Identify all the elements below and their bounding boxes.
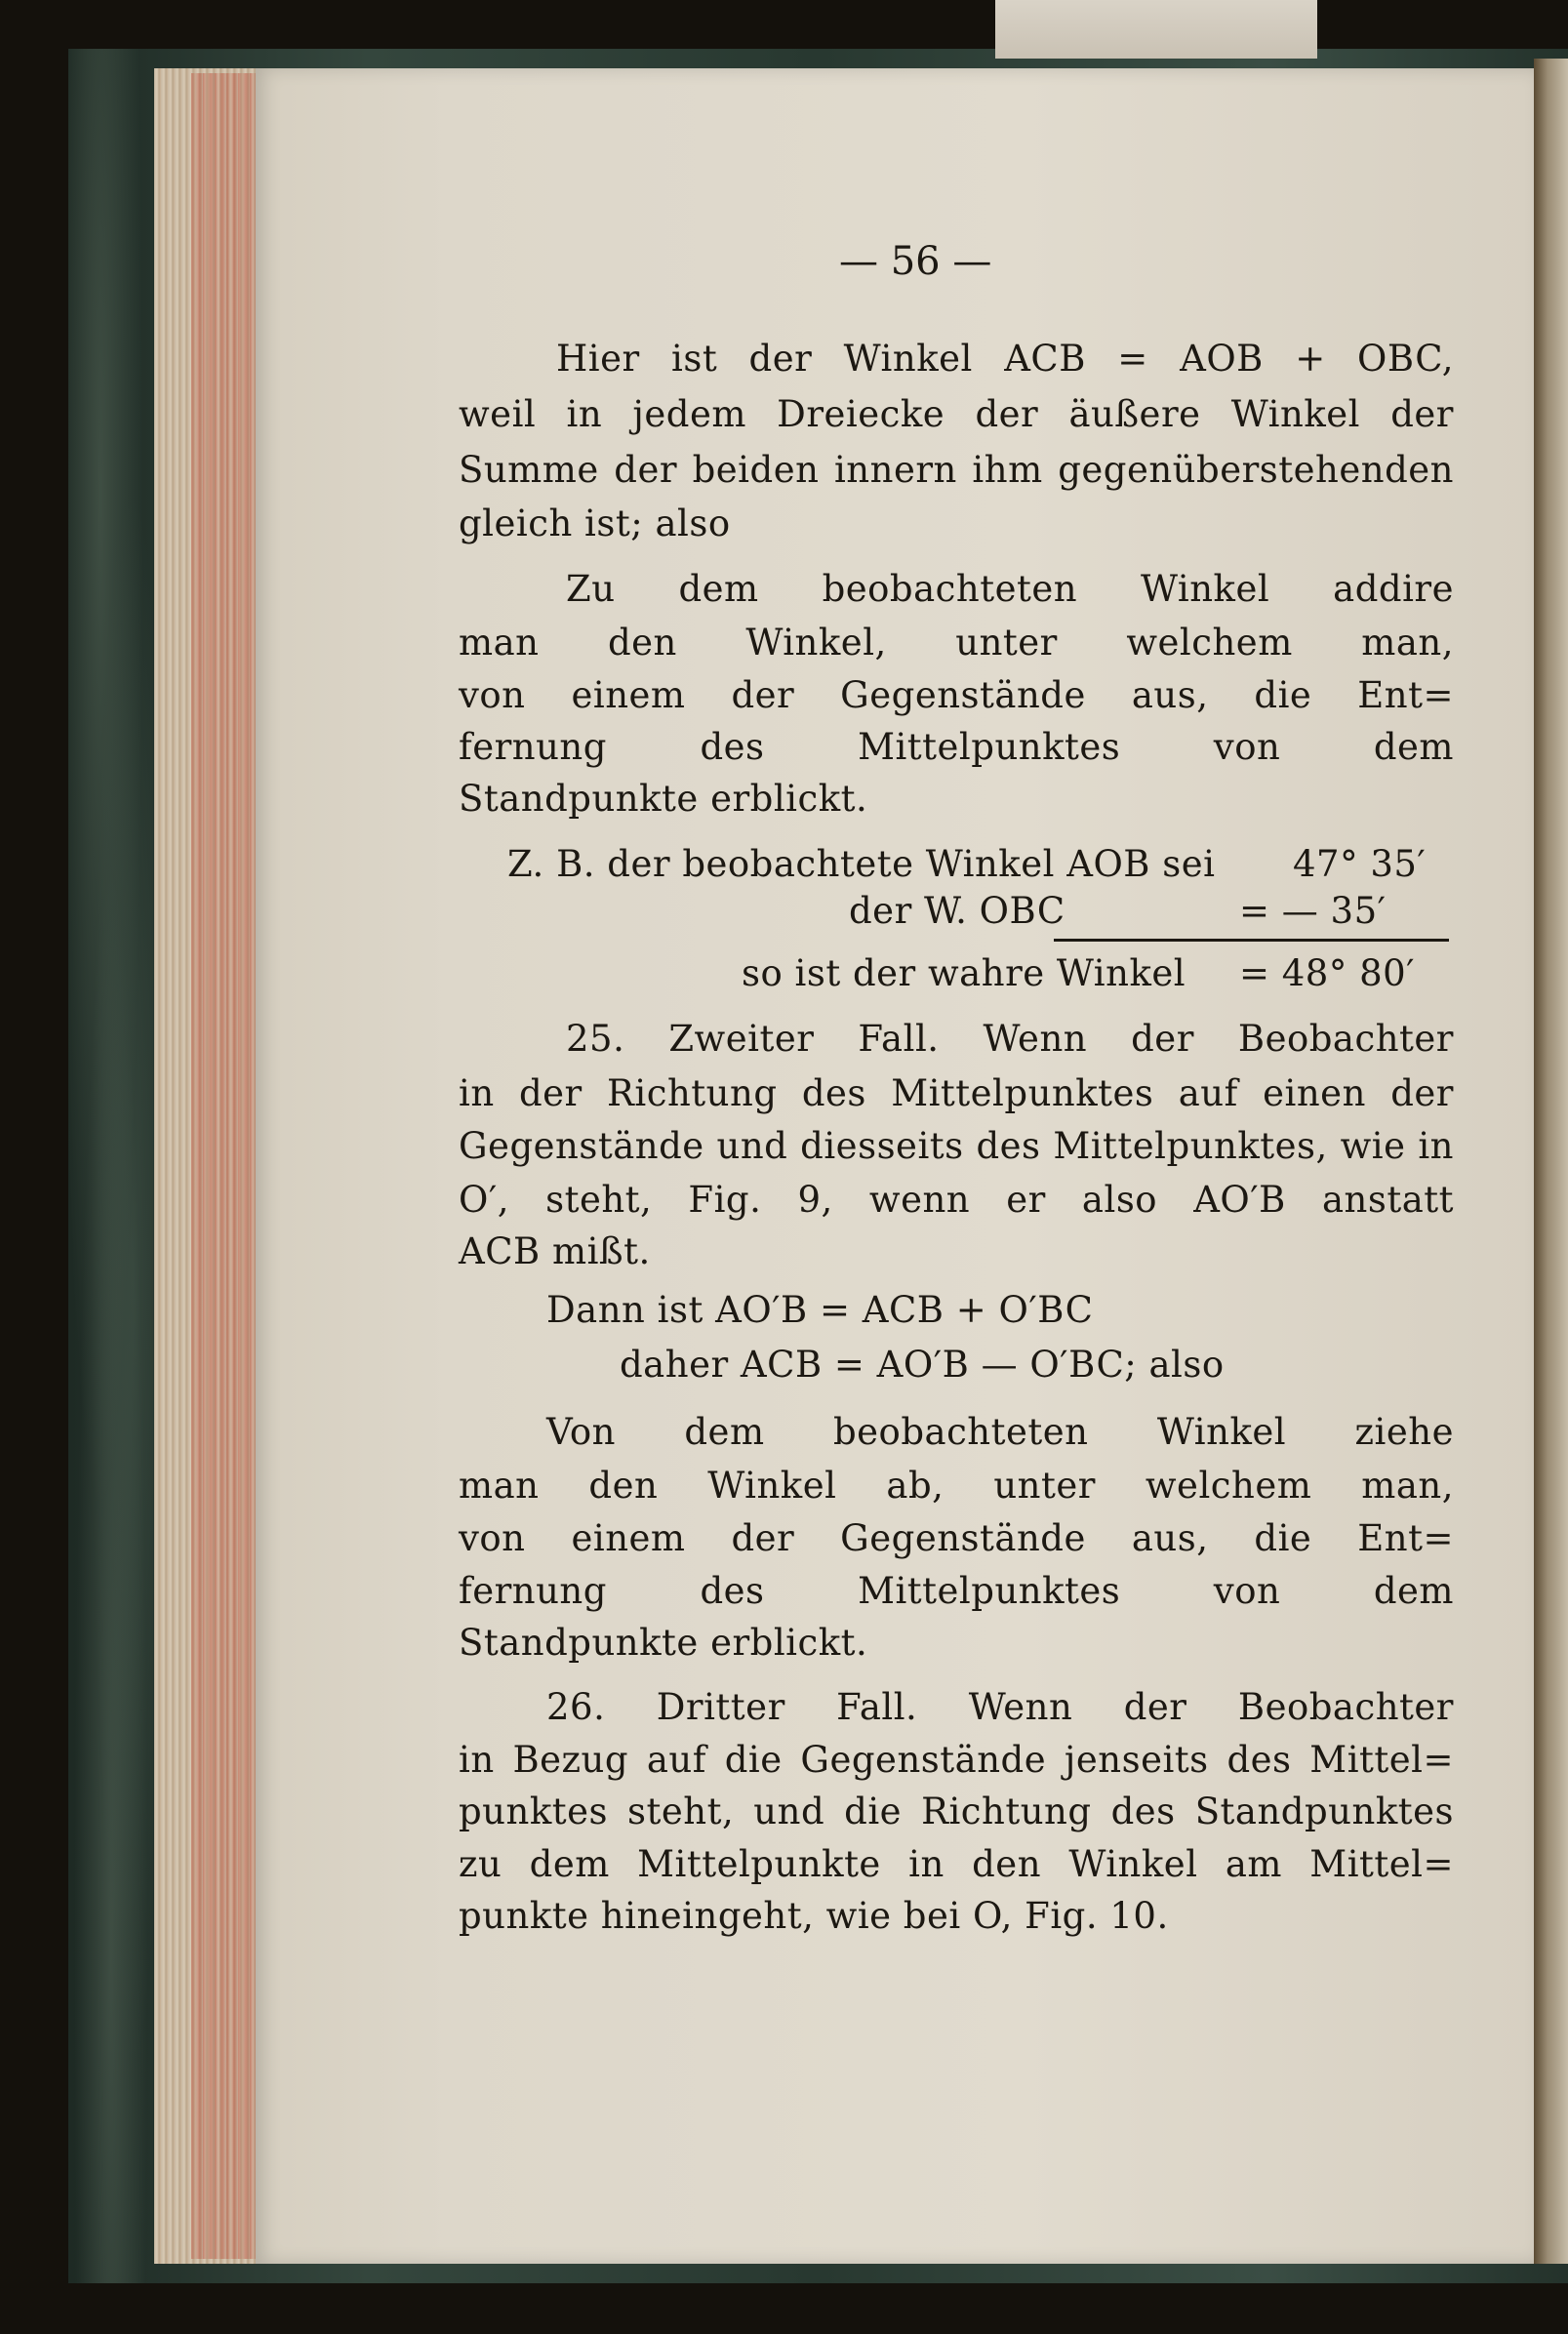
text-line: fernung des Mittelpunktes von dem [459, 1570, 1454, 1612]
text-line: O′, steht, Fig. 9, wenn er also AO′B anstatt [459, 1179, 1454, 1221]
page-number: — 56 — [839, 239, 992, 284]
text-line: Gegenstände und diesseits des Mittelpunktes, wie in [459, 1125, 1454, 1167]
text-line: ACB mißt. [459, 1230, 651, 1272]
example-label: so ist der wahre Winkel [742, 952, 1186, 994]
text-line: Zu dem beobachteten Winkel addire [566, 568, 1454, 610]
text-line: man den Winkel ab, unter welchem man, [459, 1465, 1454, 1507]
text-line: Von dem beobachteten Winkel ziehe [546, 1411, 1454, 1453]
text-line: punkte hineingeht, wie bei O, Fig. 10. [459, 1895, 1169, 1937]
sum-rule [1054, 939, 1449, 942]
red-sprinkled-edge [191, 73, 260, 2259]
example-value: 47° 35′ [1293, 843, 1427, 885]
bookmark-tab [995, 0, 1317, 59]
text-line: zu dem Mittelpunkte in den Winkel am Mittel= [459, 1843, 1454, 1885]
text-line: Hier ist der Winkel ACB = AOB + OBC, [556, 338, 1454, 380]
text-line: fernung des Mittelpunktes von dem [459, 726, 1454, 768]
text-line: punktes steht, und die Richtung des Standpunktes [459, 1791, 1454, 1832]
text-line: Standpunkte erblickt. [459, 778, 868, 820]
section-heading-line: 25. Zweiter Fall. Wenn der Beobachter [566, 1018, 1454, 1060]
text-line: von einem der Gegenstände aus, die Ent= [459, 674, 1454, 716]
equation-line: daher ACB = AO′B — O′BC; also [620, 1344, 1225, 1386]
section-heading-line: 26. Dritter Fall. Wenn der Beobachter [546, 1686, 1454, 1728]
text-line: Standpunkte erblickt. [459, 1622, 868, 1664]
text-line: weil in jedem Dreiecke der äußere Winkel der [459, 393, 1454, 435]
text-line: in der Richtung des Mittelpunktes auf einen der [459, 1072, 1454, 1114]
text-line: Summe der beiden innern ihm gegenüberstehenden [459, 449, 1454, 491]
text-line: in Bezug auf die Gegenstände jenseits des Mittel= [459, 1739, 1454, 1781]
equation-line: Dann ist AO′B = ACB + O′BC [546, 1289, 1094, 1331]
example-label: Z. B. der beobachtete Winkel AOB sei [507, 843, 1216, 885]
example-value: = — 35′ [1239, 890, 1387, 932]
text-line: gleich ist; also [459, 503, 731, 544]
facing-page-edge [1534, 59, 1568, 2264]
text-line: man den Winkel, unter welchem man, [459, 622, 1454, 664]
example-label: der W. OBC [849, 890, 1065, 932]
text-line: von einem der Gegenstände aus, die Ent= [459, 1517, 1454, 1559]
example-value: = 48° 80′ [1239, 952, 1416, 994]
